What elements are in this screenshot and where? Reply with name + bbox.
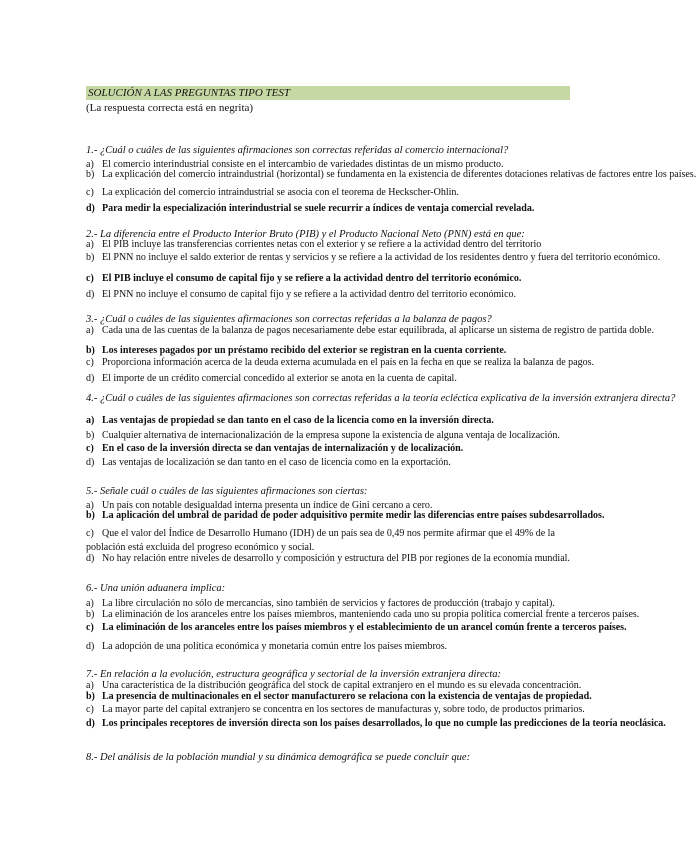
option-2b: b) El PNN no incluye el saldo exterior de rentas y servicios y se refiere a la actividad de los residentes dentro y fuera del territorio económico. [86,252,661,263]
option-7c: c) La mayor parte del capital extranjero se concentra en los sectores de manufacturas y, sobre todo, de productos primarios. [86,704,585,715]
option-5c: c) Que el valor del Índice de Desarrollo Humano (IDH) de un país sea de 0,49 nos permite afirmar que el 49% de la [86,528,555,539]
option-1c: c) La explicación del comercio intraindustrial se asocia con el teorema de Heckscher-Ohlin. [86,187,459,198]
option-6b: b) La eliminación de los aranceles entre los países miembros, manteniendo cada uno su propia política comercial frente a terceros países. [86,609,640,620]
option-6d: d) La adopción de una política económica y monetaria común entre los países miembros. [86,641,448,652]
question-6: 6.- Una unión aduanera implica: [86,583,226,594]
option-1b: b) La explicación del comercio intraindustrial (horizontal) se fundamenta en la existencia de diferentes dotaciones relativas de factores entre los países. [86,169,696,180]
option-6a: a) La libre circulación no sólo de mercancías, sino también de servicios y factores de producción (trabajo y capital). [86,598,555,609]
question-4: 4.- ¿Cuál o cuáles de las siguientes afirmaciones son correctas referidas a la teoría ecléctica explicativa de la inversión extranjera directa? [86,393,676,404]
option-3b: b) Los intereses pagados por un préstamo recibido del exterior se registran en la cuenta corriente. [86,345,507,356]
option-2a: a) El PIB incluye las transferencias corrientes netas con el exterior y se refiere a la actividad dentro del territorio [86,239,542,250]
question-3: 3.- ¿Cuál o cuáles de las siguientes afirmaciones son correctas referidas a la balanza de pagos? [86,314,492,325]
option-2c: c) El PIB incluye el consumo de capital fijo y se refiere a la actividad dentro del territorio económico. [86,273,522,284]
option-5b: b) La aplicación del umbral de paridad de poder adquisitivo permite medir las diferencias entre países subdesarrollados. [86,510,605,521]
option-5d: d) No hay relación entre niveles de desarrollo y composición y estructura del PIB por regiones de la economía mundial. [86,553,570,564]
option-4b: b) Cualquier alternativa de internacionalización de la empresa supone la existencia de alguna ventaja de localización. [86,430,560,441]
option-3d: d) El importe de un crédito comercial concedido al exterior se anota en la cuenta de capital. [86,373,457,384]
option-3c: c) Proporciona información acerca de la deuda externa acumulada en el país en la fecha en que se realiza la balanza de pagos. [86,357,594,368]
question-2: 2.- La diferencia entre el Producto Interior Bruto (PIB) y el Producto Nacional Neto (PNN) está en que: [86,229,525,240]
option-7d: d) Los principales receptores de inversión directa son los países desarrollados, lo que no cumple las predicciones de la teoría neoclásica. [86,718,666,729]
option-7b: b) La presencia de multinacionales en el sector manufacturero se relaciona con la existencia de ventajas de propiedad. [86,691,592,702]
document-subtitle: (La respuesta correcta está en negrita) [86,102,254,114]
option-4c: c) En el caso de la inversión directa se dan ventajas de internalización y de localización. [86,443,464,454]
document-title: SOLUCIÓN A LAS PREGUNTAS TIPO TEST [88,87,290,99]
question-8: 8.- Del análisis de la población mundial y su dinámica demográfica se puede concluir que: [86,752,471,763]
option-4d: d) Las ventajas de localización se dan tanto en el caso de licencia como en la exportación. [86,457,451,468]
option-1d: d) Para medir la especialización interindustrial se suele recurrir a índices de ventaja comercial revelada. [86,203,535,214]
option-4a: a) Las ventajas de propiedad se dan tanto en el caso de la licencia como en la inversión directa. [86,415,494,426]
option-1a: a) El comercio interindustrial consiste en el intercambio de variedades distintas de un mismo producto. [86,159,504,170]
option-7a: a) Una característica de la distribución geográfica del stock de capital extranjero en el mundo es su elevada concentración. [86,680,582,691]
option-6c: c) La eliminación de los aranceles entre los países miembros y el establecimiento de un arancel común frente a terceros países. [86,622,627,633]
question-7: 7.- En relación a la evolución, estructura geográfica y sectorial de la inversión extranjera directa: [86,669,502,680]
option-2d: d) El PNN no incluye el consumo de capital fijo y se refiere a la actividad dentro del territorio económico. [86,289,517,300]
option-5c-continued: población está excluida del progreso económico y social. [86,542,315,553]
option-5a: a) Un país con notable desigualdad interna presenta un índice de Gini cercano a cero. [86,500,433,511]
question-5: 5.- Señale cuál o cuáles de las siguientes afirmaciones son ciertas: [86,486,368,497]
option-3a: a) Cada una de las cuentas de la balanza de pagos necesariamente debe estar equilibrada, al aplicarse un sistema de registro de partida doble. [86,325,654,336]
question-1: 1.- ¿Cuál o cuáles de las siguientes afirmaciones son correctas referidas al comercio internacional? [86,145,509,156]
